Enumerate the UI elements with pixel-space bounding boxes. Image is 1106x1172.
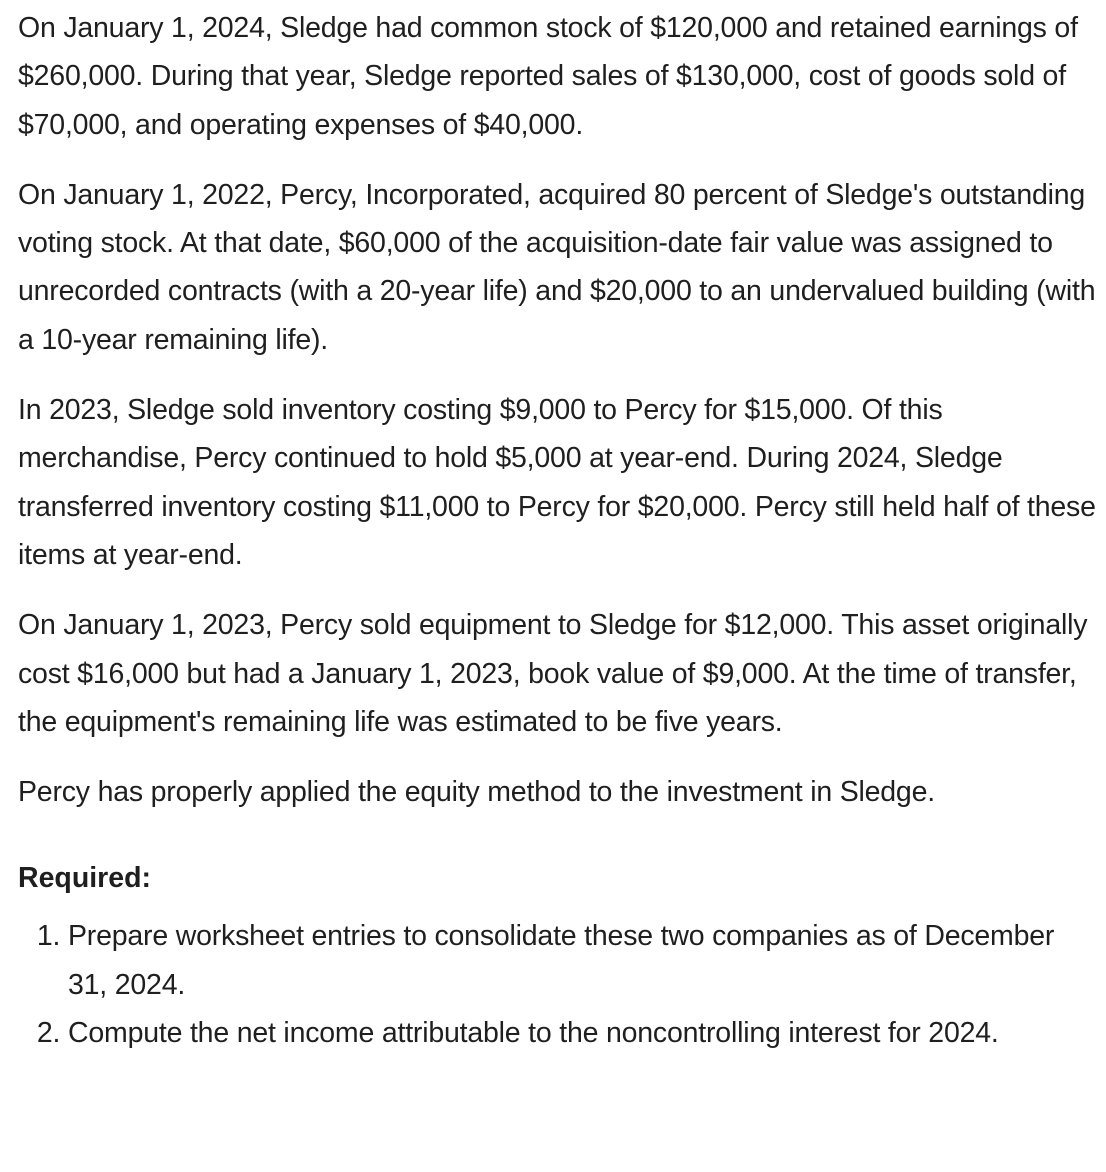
paragraph-equity-method: Percy has properly applied the equity method to the investment in Sledge. <box>18 776 935 809</box>
required-item-1: 1. Prepare worksheet entries to consolidate these two companies as of December 31, 2024. <box>68 912 1098 1009</box>
paragraph-inventory-transfers: In 2023, Sledge sold inventory costing $9,000 to Percy for $15,000. Of this merchandise, Percy continued to hold $5,000 at year-end. During 2024, Sledge transferred inventory costing $11,000 to Percy for $20,000. Percy still held half of these items at year-end. <box>18 394 1096 571</box>
paragraph-equipment-transfer: On January 1, 2023, Percy sold equipment to Sledge for $12,000. This asset originally cost $16,000 but had a January 1, 2023, book value of $9,000. At the time of transfer, the equipment's remaining life was estimated to be five years. <box>18 609 1088 738</box>
required-list <box>18 912 1098 1057</box>
paragraph-sledge-2024-balances: On January 1, 2024, Sledge had common stock of $120,000 and retained earnings of $260,000. During that year, Sledge reported sales of $130,000, cost of goods sold of $70,000, and operating expenses of $40,000. <box>18 12 1078 141</box>
required-heading: Required: <box>18 862 152 895</box>
paragraph-acquisition: On January 1, 2022, Percy, Incorporated, acquired 80 percent of Sledge's outstanding voting stock. At that date, $60,000 of the acquisition-date fair value was assigned to unrecorded contracts (with a 20-year life) and $20,000 to an undervalued building (with a 10-year remaining life). <box>18 178 1096 356</box>
required-item-2: 2. Compute the net income attributable to the noncontrolling interest for 2024. <box>68 1009 1098 1057</box>
problem-text <box>18 4 1098 1057</box>
